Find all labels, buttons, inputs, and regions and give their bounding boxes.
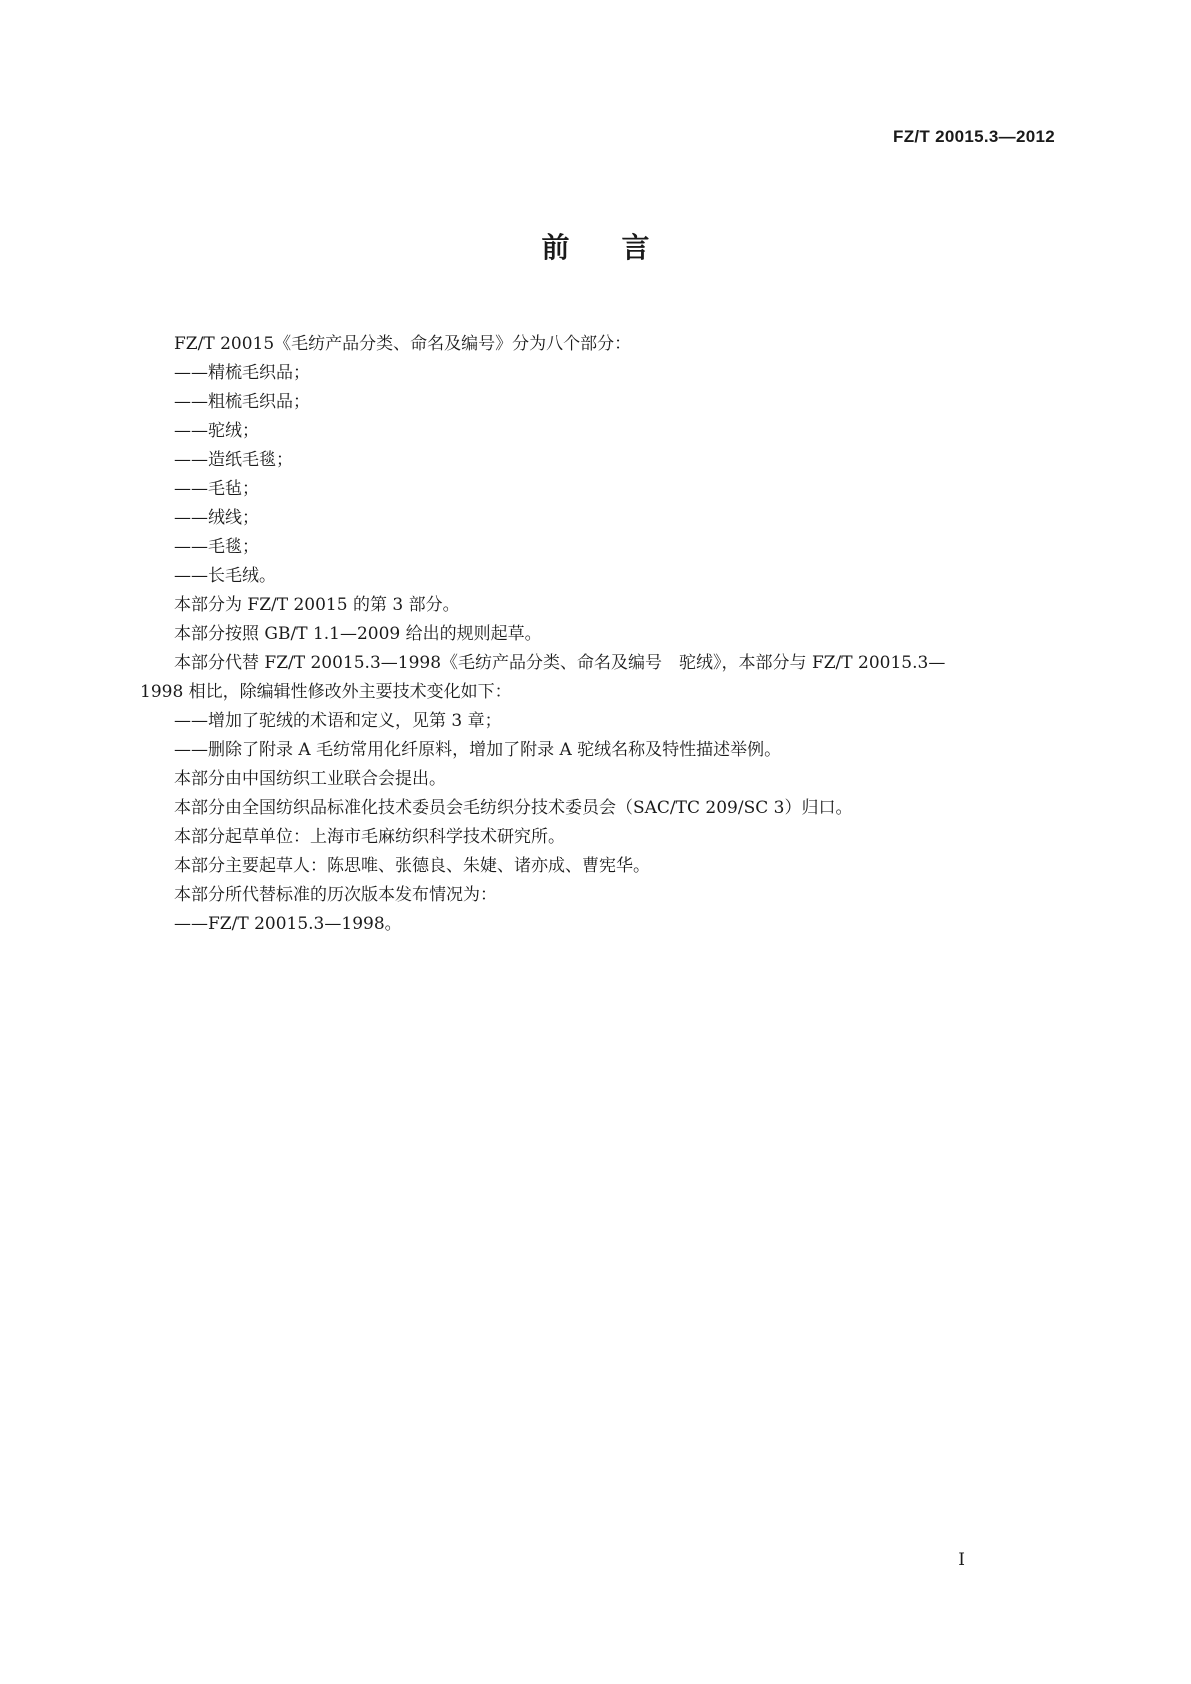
list-item: ——长毛绒。 [174, 566, 276, 586]
paragraph-line: FZ/T 20015《毛纺产品分类、命名及编号》分为八个部分： [174, 334, 632, 354]
list-item: ——粗梳毛织品； [174, 392, 310, 412]
page-number: I [958, 1550, 965, 1570]
list-item: ——增加了驼绒的术语和定义，见第 3 章； [174, 711, 502, 731]
foreword-body [140, 330, 1058, 939]
list-item: ——FZ/T 20015.3—1998。 [174, 914, 402, 934]
paragraph-line: 本部分按照 GB/T 1.1—2009 给出的规则起草。 [174, 624, 542, 644]
paragraph-line: 本部分为 FZ/T 20015 的第 3 部分。 [174, 595, 460, 615]
paragraph-line: 本部分由中国纺织工业联合会提出。 [174, 769, 446, 789]
page-title: 前言 [541, 231, 702, 264]
list-item: ——造纸毛毯； [174, 450, 293, 470]
list-item: ——精梳毛织品； [174, 363, 310, 383]
paragraph-line: 本部分由全国纺织品标准化技术委员会毛纺织分技术委员会（SAC/TC 209/SC 3）归口。 [174, 798, 853, 818]
paragraph-line: 本部分主要起草人：陈思唯、张德良、朱婕、诸亦成、曹宪华。 [174, 856, 650, 876]
paragraph-line: 本部分起草单位：上海市毛麻纺织科学技术研究所。 [174, 827, 565, 847]
standard-code: FZ/T 20015.3—2012 [893, 127, 1055, 146]
list-item: ——删除了附录 A 毛纺常用化纤原料，增加了附录 A 驼绒名称及特性描述举例。 [174, 740, 782, 760]
list-item: ——绒线； [174, 508, 259, 528]
list-item: ——驼绒； [174, 421, 259, 441]
list-item: ——毛毯； [174, 537, 259, 557]
paragraph-line: 本部分代替 FZ/T 20015.3—1998《毛纺产品分类、命名及编号 驼绒》，本部分与 FZ/T 20015.3— [174, 653, 946, 673]
paragraph-line-continued: 1998 相比，除编辑性修改外主要技术变化如下： [140, 682, 512, 702]
list-item: ——毛毡； [174, 479, 259, 499]
paragraph-line: 本部分所代替标准的历次版本发布情况为： [174, 885, 497, 905]
